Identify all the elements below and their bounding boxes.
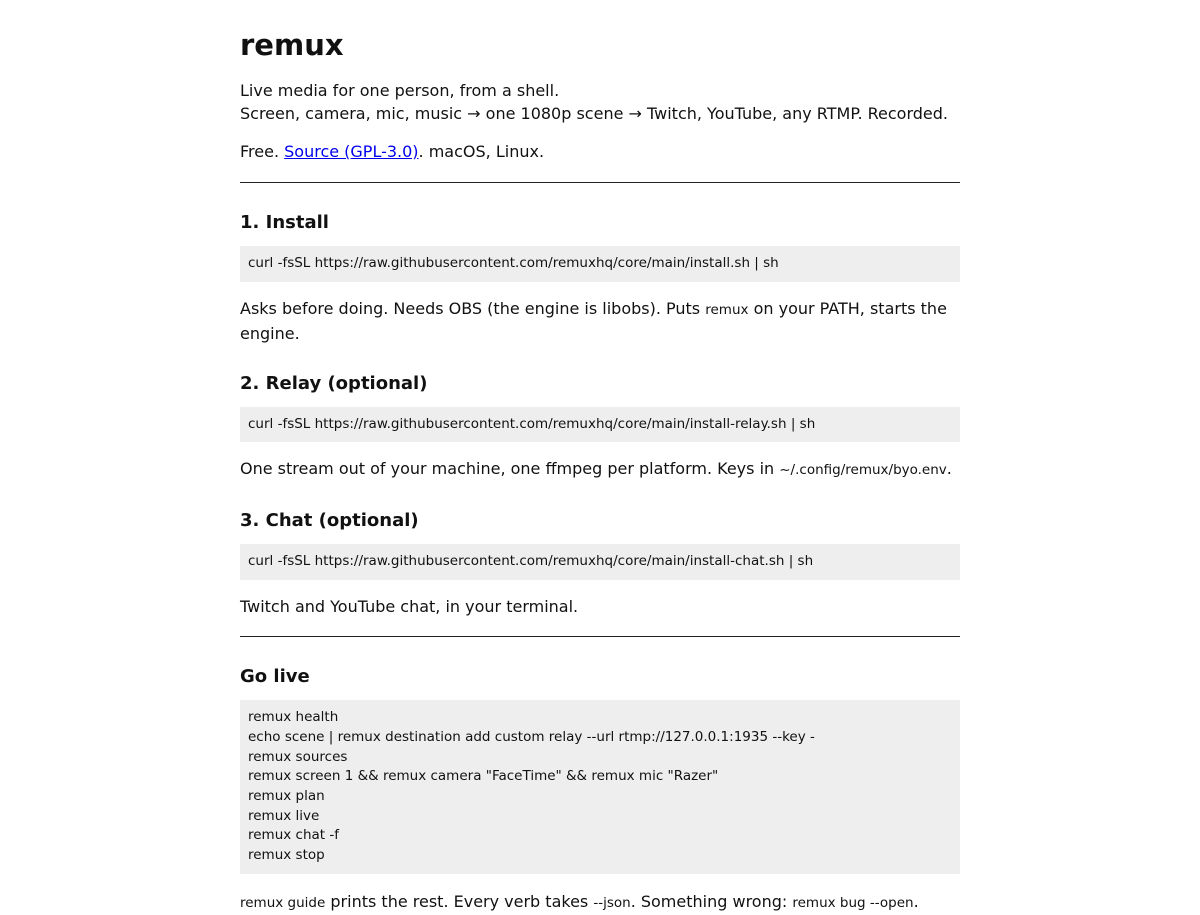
- footer-segment: . Something wrong:: [630, 891, 793, 911]
- feature-summary: Screen, camera, mic, music → one 1080p scene → Twitch, YouTube, any RTMP. Recorded.: [240, 104, 949, 123]
- command-line: echo scene | remux destination add custom relay --url rtmp://127.0.0.1:1935 --key -: [248, 728, 815, 745]
- install-desc-text: Asks before doing. Needs OBS (the engine is libobs). Puts: [240, 298, 706, 318]
- command-line: remux health: [248, 709, 339, 726]
- install-desc-text-end: on your PATH, starts the engine.: [240, 298, 947, 343]
- install-description: [240, 297, 960, 345]
- chat-description: Twitch and YouTube chat, in your terminal.: [240, 597, 579, 617]
- relay-command[interactable]: curl -fsSL https://raw.githubusercontent.com/remuxhq/core/main/install-relay.sh | sh: [240, 407, 960, 443]
- tagline: Live media for one person, from a shell.: [240, 81, 560, 100]
- meta-prefix: Free.: [240, 142, 285, 161]
- source-link[interactable]: Source (GPL-3.0): [284, 142, 419, 161]
- command-line: remux live: [248, 807, 320, 824]
- chat-command[interactable]: curl -fsSL https://raw.githubusercontent.com/remuxhq/core/main/install-chat.sh | sh: [240, 544, 960, 580]
- relay-heading: 2. Relay (optional): [240, 372, 428, 394]
- command-line: remux screen 1 && remux camera "FaceTime" && remux mic "Razer": [248, 768, 719, 785]
- footer-segment: .: [913, 891, 919, 911]
- go-live-heading: Go live: [240, 666, 310, 688]
- install-heading: 1. Install: [240, 212, 329, 233]
- footer-text: [240, 890, 960, 915]
- command-line: remux stop: [248, 847, 325, 864]
- go-live-commands[interactable]: [240, 700, 960, 874]
- command-line: remux chat -f: [248, 827, 340, 844]
- divider: [240, 636, 960, 637]
- command-line: remux plan: [248, 787, 325, 804]
- inline-code: --json: [593, 894, 631, 911]
- intro-text: [240, 79, 960, 125]
- page-title: remux: [240, 28, 344, 62]
- inline-code: ~/.config/remux/byo.env: [779, 462, 947, 479]
- command-line: remux sources: [248, 748, 348, 765]
- license-line: [240, 140, 960, 163]
- meta-suffix: . macOS, Linux.: [418, 142, 545, 161]
- relay-desc-text: One stream out of your machine, one ffmpeg per platform. Keys in: [240, 459, 780, 479]
- install-command[interactable]: curl -fsSL https://raw.githubusercontent.com/remuxhq/core/main/install.sh | sh: [240, 246, 960, 282]
- relay-desc-text-end: .: [946, 459, 952, 479]
- footer-segment: prints the rest. Every verb takes: [325, 891, 594, 911]
- relay-description: [240, 457, 960, 482]
- divider: [240, 182, 960, 183]
- inline-code: remux: [705, 301, 749, 318]
- page-content: [240, 0, 960, 915]
- chat-heading: 3. Chat (optional): [240, 510, 419, 532]
- inline-code: remux bug --open: [792, 894, 914, 911]
- inline-code: remux guide: [240, 894, 326, 911]
